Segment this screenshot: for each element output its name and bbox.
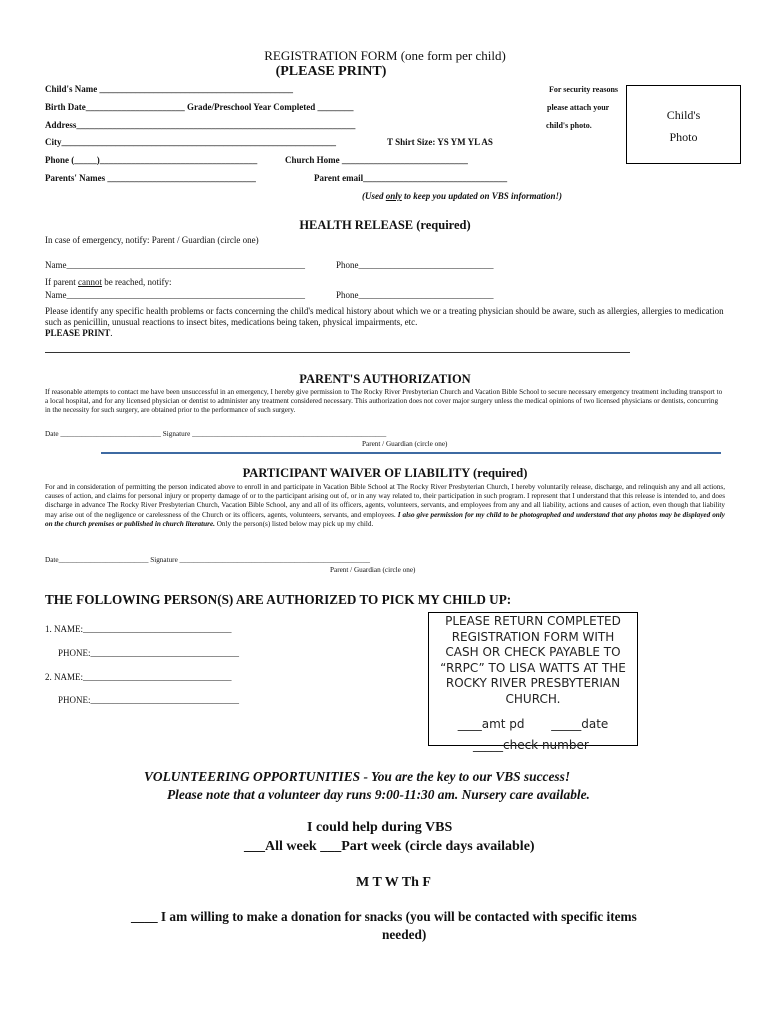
child-photo-box[interactable] bbox=[626, 85, 741, 164]
return-line-1: PLEASE RETURN COMPLETED bbox=[445, 614, 621, 628]
payment-date-field[interactable]: _____date bbox=[551, 716, 609, 731]
waiver-heading: PARTICIPANT WAIVER OF LIABILITY (required) bbox=[242, 466, 528, 480]
church-home-field[interactable]: Church Home ____________________________ bbox=[285, 155, 468, 165]
check-number-field[interactable]: _____check number bbox=[473, 738, 589, 753]
return-line-6: CHURCH. bbox=[505, 691, 561, 706]
emergency-phone-field-1[interactable]: Phone______________________________ bbox=[336, 260, 494, 270]
emergency-name-field-1[interactable]: Name_____________________________________________________ bbox=[45, 260, 305, 270]
pickup-name-field-2[interactable]: 2. NAME:_________________________________ bbox=[45, 672, 232, 682]
volunteer-days[interactable]: M T W Th F bbox=[356, 875, 431, 890]
tshirt-size-options[interactable]: T Shirt Size: YS YM YL AS bbox=[387, 137, 493, 147]
return-line-3: CASH OR CHECK PAYABLE TO bbox=[445, 645, 621, 660]
authorization-text: If reasonable attempts to contact me have been unsuccessful in an emergency, I hereby give permission to The Rocky River Presbyterian Church and Vacation Bible School to secure necessary emergency treatment including transport to a local hospital, and for any licensed physician or dentist to administer any treatment considered necessary. This authorization does not cover major surgery unless the medical opinions of two licensed physicians or dentists, concurring in the necessity for such surgery, are obtained prior to the performance of such surgery. bbox=[45, 388, 723, 414]
return-instructions-box bbox=[428, 612, 638, 753]
health-notes-line[interactable] bbox=[45, 352, 630, 353]
pickup-name-field-1[interactable]: 1. NAME:_________________________________ bbox=[45, 624, 232, 634]
security-note-line3: child's photo. bbox=[546, 121, 592, 130]
waiver-parent-guardian[interactable]: Parent / Guardian (circle one) bbox=[330, 566, 416, 574]
birth-date-grade-field[interactable]: Birth Date______________________ Grade/Preschool Year Completed ________ bbox=[45, 102, 354, 112]
authorization-parent-guardian[interactable]: Parent / Guardian (circle one) bbox=[362, 440, 448, 448]
pickup-heading: THE FOLLOWING PERSON(S) ARE AUTHORIZED TO PICK MY CHILD UP: bbox=[45, 592, 512, 607]
authorization-date-signature[interactable]: Date ____________________________ Signature ______________________________________________________ bbox=[45, 430, 387, 438]
email-note: (Used only to keep you updated on VBS information!) bbox=[362, 191, 563, 201]
authorization-heading: PARENT'S AUTHORIZATION bbox=[299, 372, 471, 386]
emergency-name-field-2[interactable]: Name_____________________________________________________ bbox=[45, 290, 305, 300]
help-week-options[interactable]: ___All week ___Part week (circle days available) bbox=[244, 839, 535, 854]
volunteer-note: Please note that a volunteer day runs 9:00-11:30 am. Nursery care available. bbox=[167, 787, 590, 802]
section-divider bbox=[101, 452, 721, 454]
alternate-contact-label: If parent cannot be reached, notify: bbox=[45, 277, 172, 287]
waiver-text: For and in consideration of permitting the person indicated above to enroll in and participate in Vacation Bible School at The Rocky River Presbyterian Church, I hereby voluntarily release, discharge, and relinquish any and all actions, causes of action, and claims for personal injury or property damage of or to the participant arising out of, or in any way related to, their participation in such program. I represent that I understand that this release is intended to, and does discharge in advance The Rocky River Presbyterian Church, Vacation Bible School, any and all of its officers, agents, volunteers, servants, and employees from any and all liability, actions and causes of action, even though that liability may arise out of the negligence or carelessness of the Church or its officers, agents, volunteers, servants, and employees. I also give permission for my child to be photographed and understand that any photos may be displayed only on the church premises or published in church literature. Only the person(s) listed below may pick up my child. bbox=[45, 483, 725, 528]
city-field[interactable]: City_____________________________________________________________ bbox=[45, 137, 336, 147]
donation-offer-line1[interactable]: ____ I am willing to make a donation for snacks (you will be contacted with specific items bbox=[131, 909, 637, 924]
health-instructions: Please identify any specific health problems or facts concerning the child's medical history about which we or a treating physician should be aware, such as allergies, allergies to medication such as penicillin, unusual reactions to insect bites, medications being taken, physical impairments, etc. PLEASE PRINT. bbox=[45, 306, 724, 338]
phone-field[interactable]: Phone (_____)___________________________________ bbox=[45, 155, 258, 165]
emergency-notify-line: In case of emergency, notify: Parent / Guardian (circle one) bbox=[45, 235, 259, 245]
return-line-5: ROCKY RIVER PRESBYTERIAN bbox=[445, 676, 621, 691]
child-name-field[interactable]: Child's Name ___________________________________________ bbox=[45, 84, 294, 94]
photo-label-line2: Photo bbox=[669, 130, 698, 145]
photo-label-line1: Child's bbox=[666, 108, 701, 122]
volunteer-heading: VOLUNTEERING OPPORTUNITIES - You are the key to our VBS success! bbox=[144, 769, 571, 784]
help-heading: I could help during VBS bbox=[307, 820, 453, 835]
security-note-line2: please attach your bbox=[547, 103, 610, 112]
form-title: REGISTRATION FORM (one form per child) bbox=[264, 48, 506, 63]
parent-email-field[interactable]: Parent email________________________________ bbox=[314, 173, 508, 183]
emergency-phone-field-2[interactable]: Phone______________________________ bbox=[336, 290, 494, 300]
parents-names-field[interactable]: Parents' Names _________________________________ bbox=[45, 173, 256, 183]
pickup-phone-field-1[interactable]: PHONE:_________________________________ bbox=[58, 648, 240, 658]
address-field[interactable]: Address______________________________________________________________ bbox=[45, 120, 356, 130]
donation-offer-line2: needed) bbox=[382, 927, 427, 942]
waiver-date-signature[interactable]: Date_________________________ Signature _____________________________________________________ bbox=[45, 556, 371, 564]
pickup-phone-field-2[interactable]: PHONE:_________________________________ bbox=[58, 695, 240, 705]
form-subtitle: (PLEASE PRINT) bbox=[275, 64, 387, 79]
return-line-4: “RRPC” TO LISA WATTS AT THE bbox=[440, 660, 626, 675]
health-release-heading: HEALTH RELEASE (required) bbox=[299, 218, 471, 232]
return-line-2: REGISTRATION FORM WITH bbox=[451, 629, 615, 644]
amount-paid-field[interactable]: ____amt pd bbox=[457, 716, 525, 731]
security-note-line1: For security reasons bbox=[549, 85, 619, 94]
